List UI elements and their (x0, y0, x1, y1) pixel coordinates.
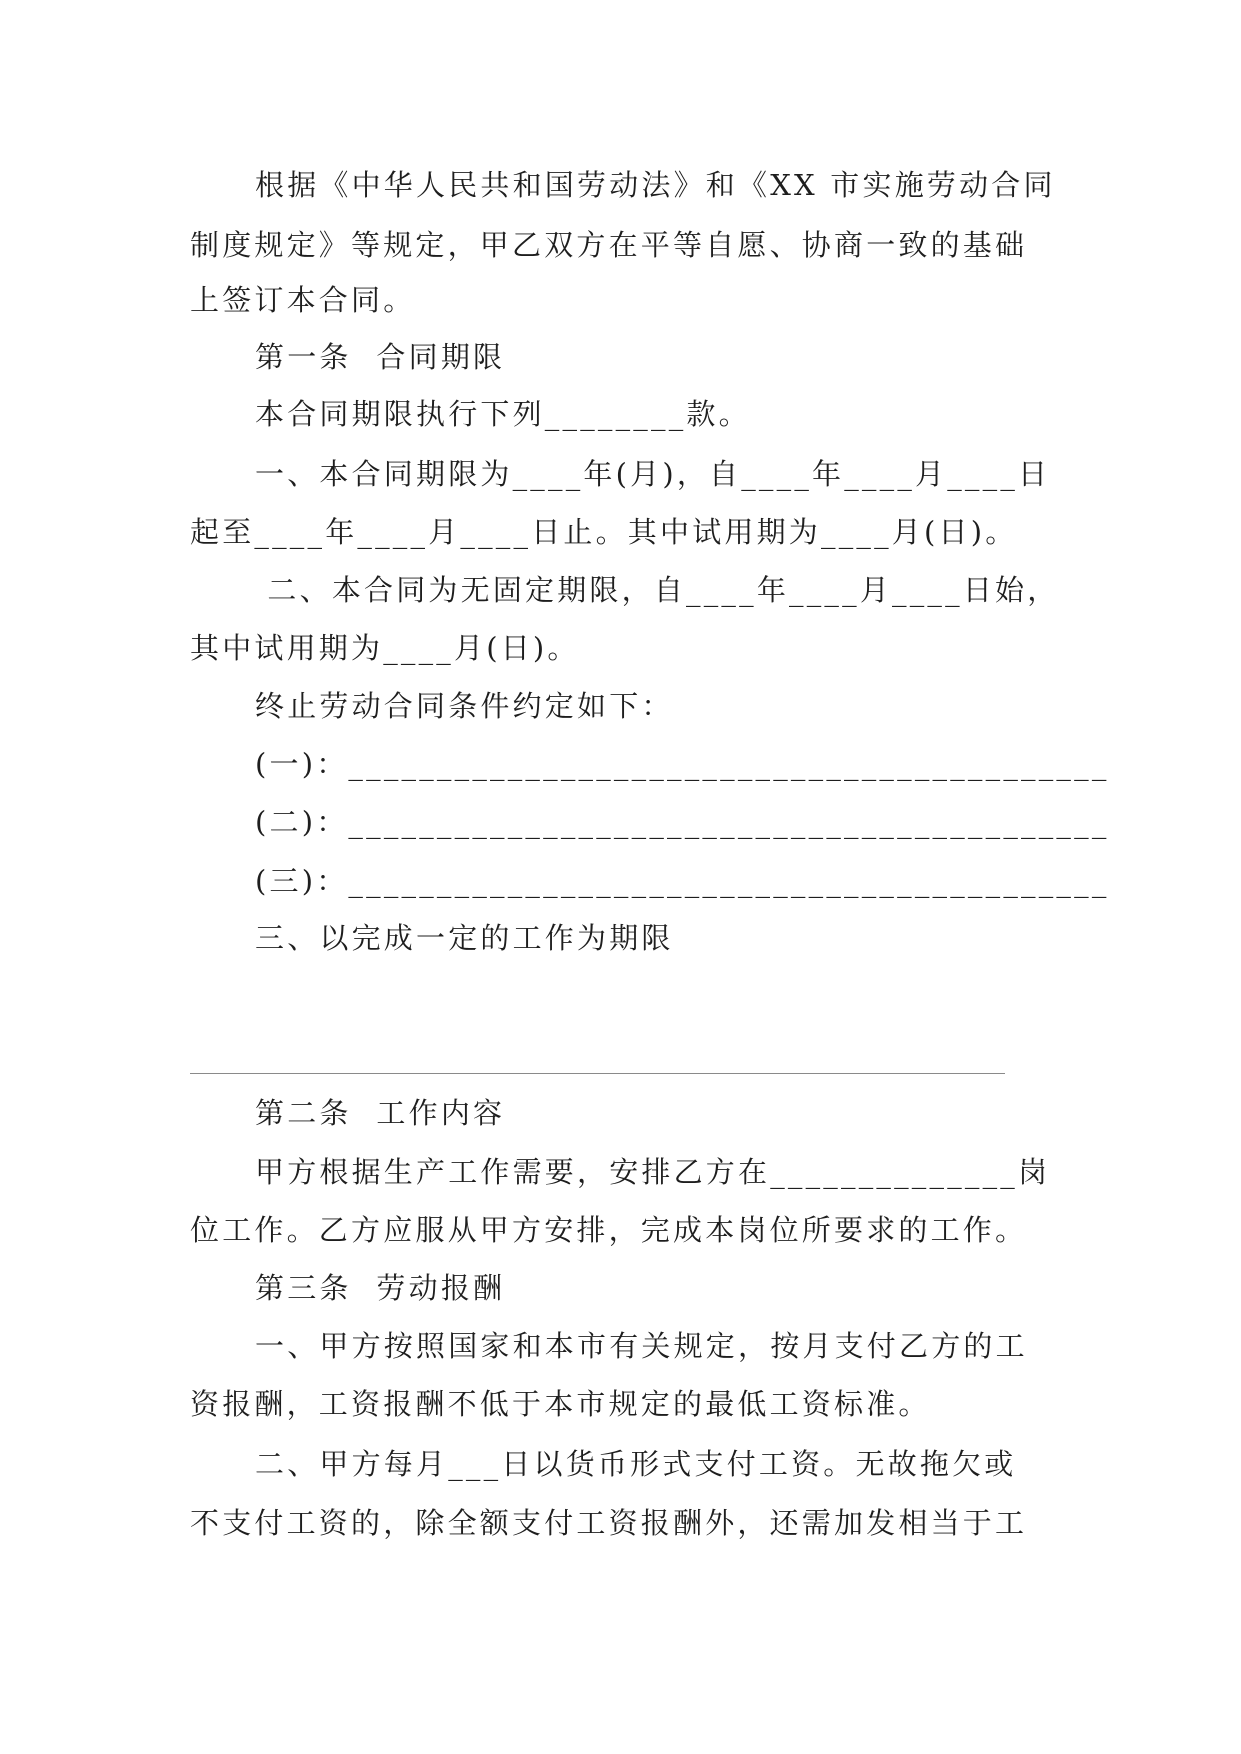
termination-item-3: (三)：___________________________________________ (255, 864, 1110, 898)
article3-clause1-line-1: 一、甲方按照国家和本市有关规定，按月支付乙方的工 (255, 1329, 1028, 1363)
article3-heading: 第三条 劳动报酬 (255, 1271, 506, 1305)
article1-heading: 第一条 合同期限 (255, 340, 506, 374)
termination-item-2: (二)：___________________________________________ (255, 805, 1110, 839)
termination-item-1: (一)：___________________________________________ (255, 747, 1110, 781)
preamble-line-3: 上签订本合同。 (190, 283, 416, 317)
article3-clause2-line-1: 二、甲方每月___日以货币形式支付工资。无故拖欠或 (255, 1447, 1017, 1481)
article3-clause2-line-2: 不支付工资的，除全额支付工资报酬外，还需加发相当于工 (190, 1506, 1028, 1540)
article1-clause2-line-1: 二、本合同为无固定期限，自____年____月____日始， (255, 573, 1060, 607)
article2-heading: 第二条 工作内容 (255, 1096, 506, 1130)
article2-body-line-1: 甲方根据生产工作需要，安排乙方在______________岗 (255, 1155, 1051, 1189)
article3-clause1-line-2: 资报酬，工资报酬不低于本市规定的最低工资标准。 (190, 1387, 931, 1421)
article1-clause3: 三、以完成一定的工作为期限 (255, 921, 674, 955)
termination-intro: 终止劳动合同条件约定如下： (255, 689, 674, 723)
preamble-line-2: 制度规定》等规定，甲乙双方在平等自愿、协商一致的基础 (190, 228, 1028, 262)
article1-clause1-line-1: 一、本合同期限为____年(月)，自____年____月____日 (255, 457, 1051, 491)
article1-intro: 本合同期限执行下列________款。 (255, 397, 751, 431)
preamble-line-1: 根据《中华人民共和国劳动法》和《XX 市实施劳动合同 (255, 168, 1056, 202)
article2-body-line-2: 位工作。乙方应服从甲方安排，完成本岗位所要求的工作。 (190, 1213, 1028, 1247)
section-divider (190, 1073, 1005, 1074)
article1-clause2-line-2: 其中试用期为____月(日)。 (190, 631, 580, 665)
article1-clause1-line-2: 起至____年____月____日止。其中试用期为____月(日)。 (190, 515, 1018, 549)
